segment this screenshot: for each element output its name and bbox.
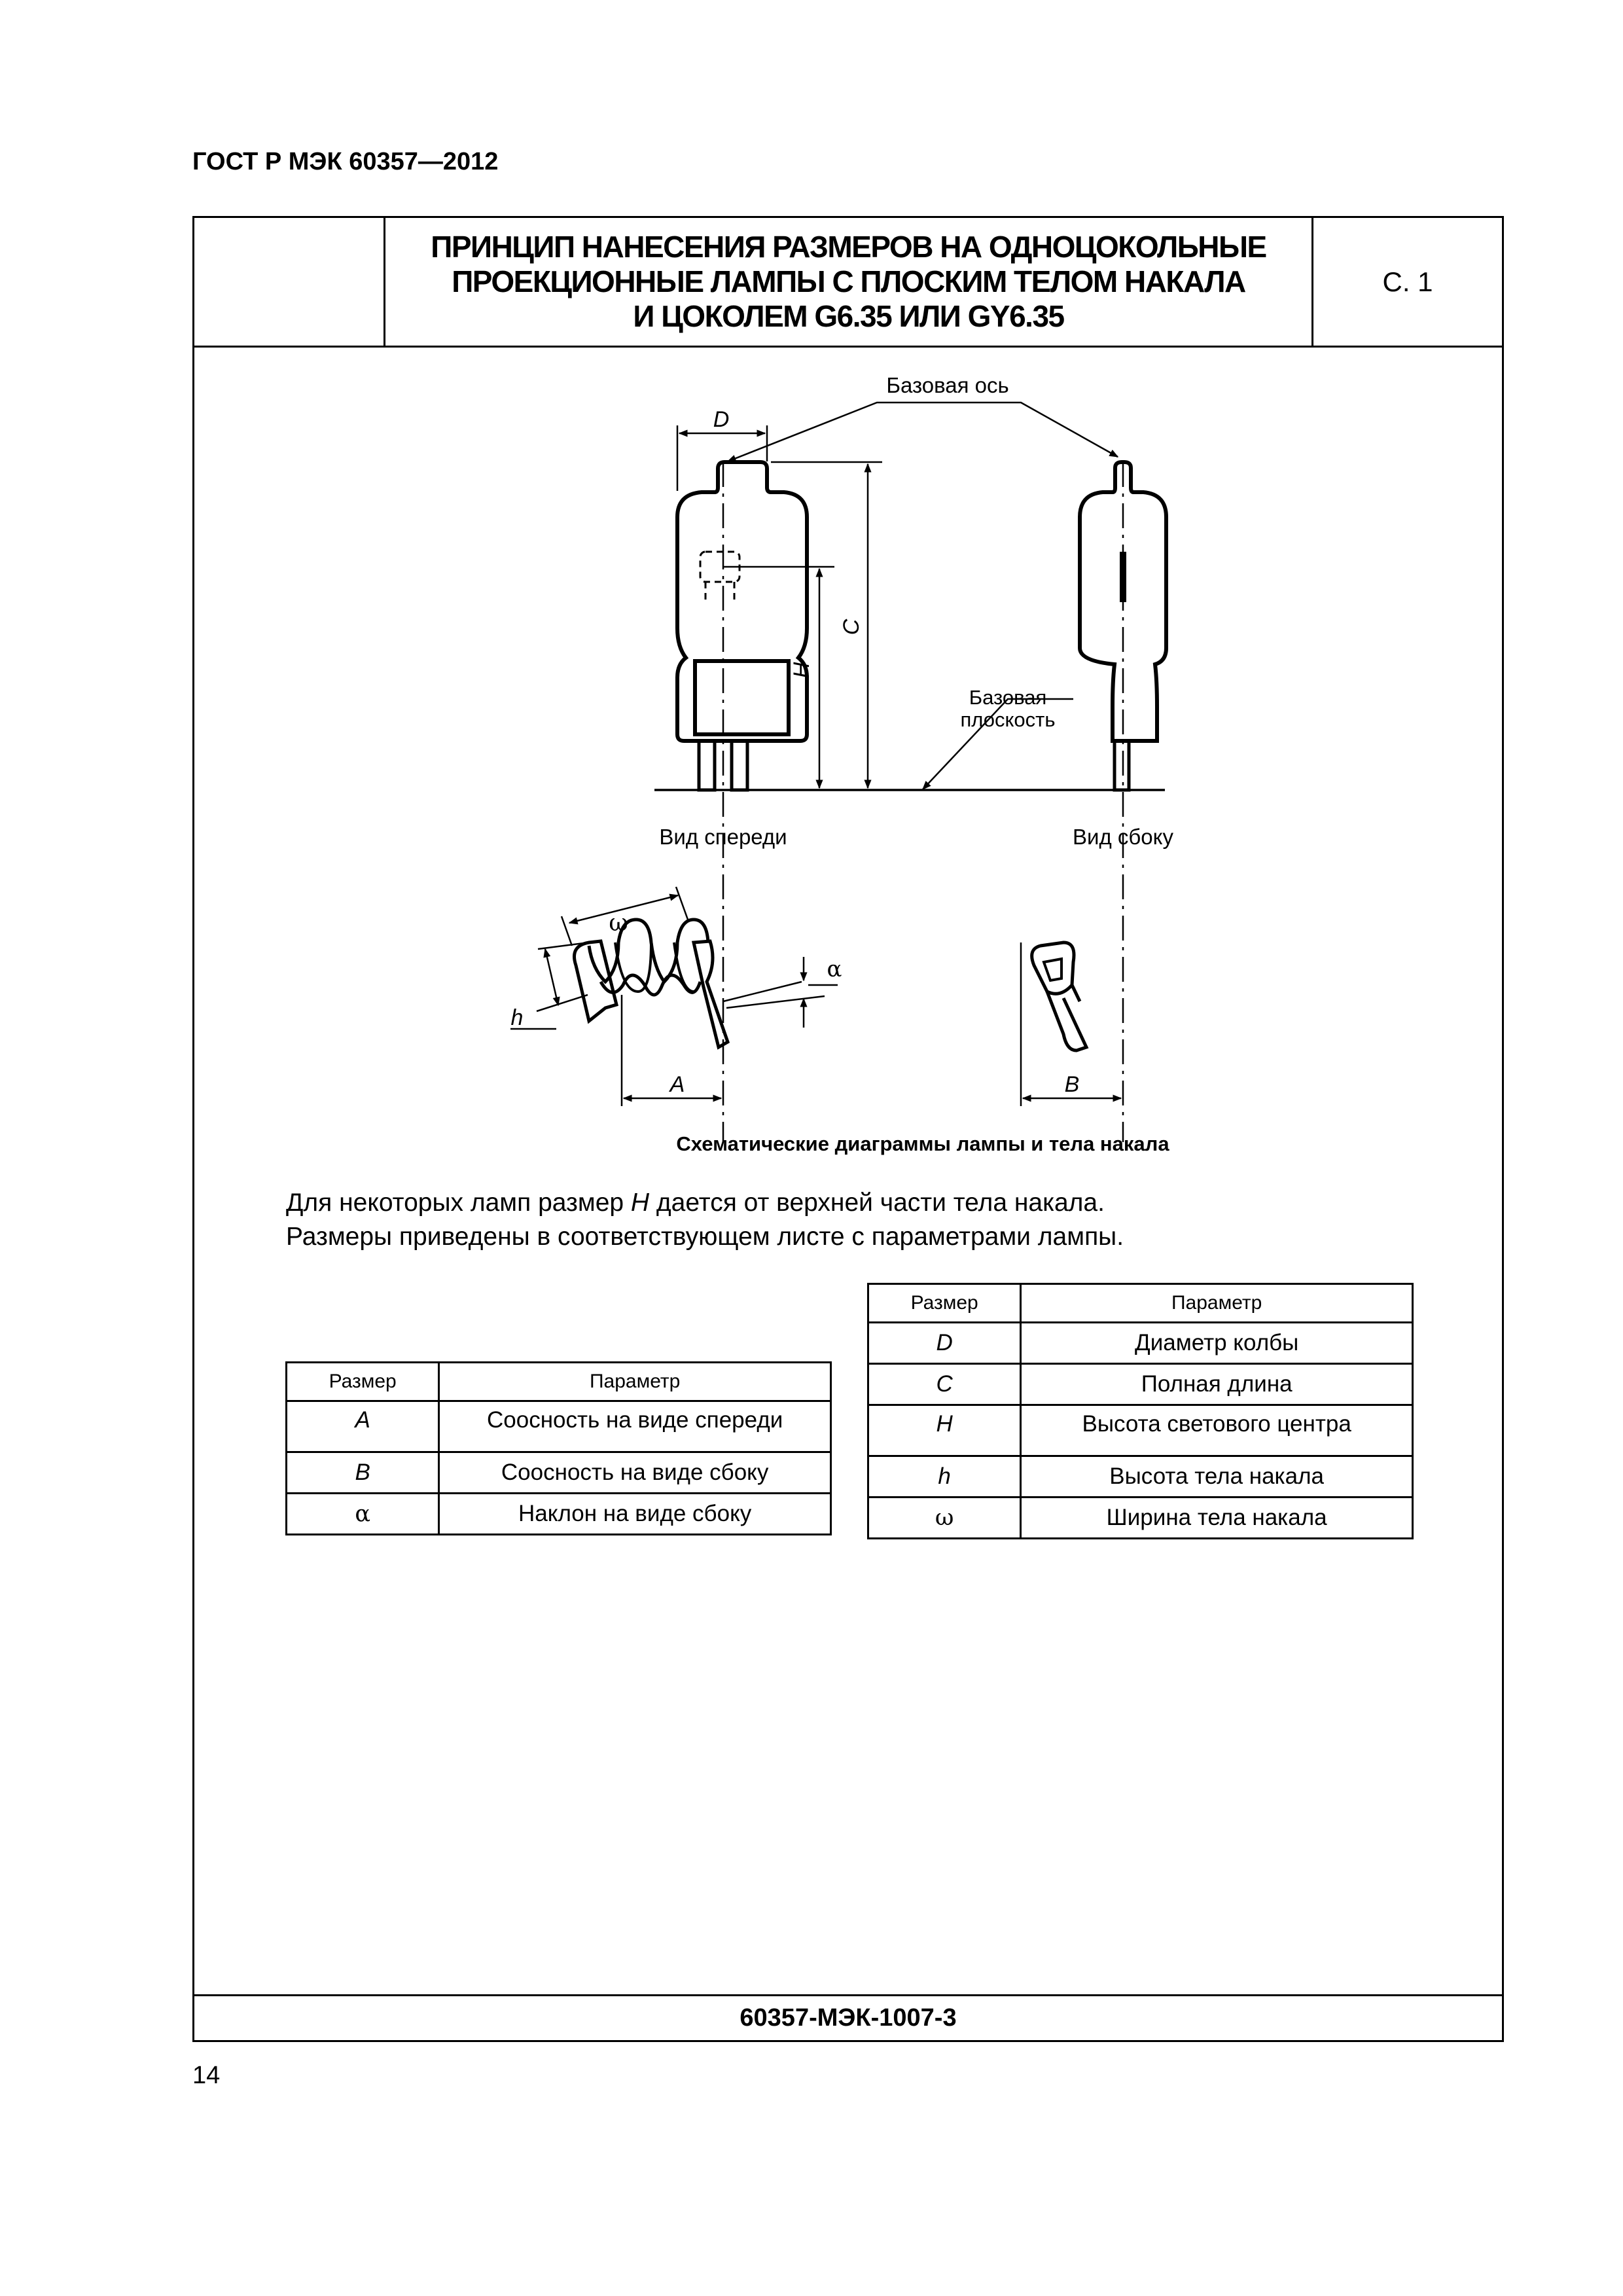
table-cell-parameter: Полная длина [1021, 1364, 1413, 1405]
dim-omega-label: ω [609, 910, 628, 937]
table-cell-symbol: H [868, 1405, 1021, 1456]
table-cell-symbol: A [287, 1401, 439, 1452]
sheet-title-text: ПРИНЦИП НАНЕСЕНИЯ РАЗМЕРОВ НА ОДНОЦОКОЛЬНЫЕ ПРОЕКЦИОННЫЕ ЛАМПЫ С ПЛОСКИМ ТЕЛОМ НАКАЛА И ЦОКОЛЕМ G6.35 ИЛИ GY6.35 [431, 230, 1266, 333]
base-plane-label-2: плоскость [960, 708, 1056, 731]
table-cell-parameter: Диаметр колбы [1021, 1323, 1413, 1364]
sheet-code: 60357-МЭК-1007-3 [194, 1994, 1502, 2040]
column-header-size: Размер [287, 1363, 439, 1401]
filament-side-schematic [1032, 942, 1086, 1050]
base-axis-lines [723, 462, 1123, 1142]
table-header-row [287, 1363, 831, 1401]
table-row [868, 1364, 1413, 1405]
standard-header: ГОСТ Р МЭК 60357—2012 [192, 148, 499, 175]
table-row [287, 1452, 831, 1494]
parameters-table-left [285, 1361, 832, 1535]
table-cell-parameter: Наклон на виде сбоку [439, 1494, 831, 1535]
table-header-row [868, 1284, 1413, 1323]
table-row [868, 1456, 1413, 1498]
base-axis-label: Базовая ось [886, 373, 1009, 397]
parameters-table-right [867, 1283, 1414, 1539]
diagram-caption: Схематические диаграммы лампы и тела накала [676, 1132, 1169, 1155]
table-row [868, 1323, 1413, 1364]
side-view-label: Вид сбоку [1073, 825, 1173, 849]
table-cell-symbol: D [868, 1323, 1021, 1364]
dimension-h-light-center [723, 567, 834, 788]
note-line-1: Для некоторых ламп размер H дается от верхней части тела накала. [286, 1189, 1105, 1217]
dim-b-label: B [1064, 1072, 1080, 1097]
table-cell-parameter: Ширина тела накала [1021, 1498, 1413, 1539]
table-row [287, 1401, 831, 1452]
leader-lines [728, 403, 1118, 789]
table-row [868, 1405, 1413, 1456]
dimension-d [677, 425, 767, 491]
dim-h-label: H [789, 662, 814, 679]
table-row [868, 1498, 1413, 1539]
dimension-alpha [723, 957, 838, 1028]
filament-front-schematic [575, 920, 728, 1047]
front-filament-outline [700, 552, 740, 602]
dim-alpha-label: α [827, 956, 842, 982]
table-cell-symbol: B [287, 1452, 439, 1494]
page-number: 14 [192, 2062, 221, 2089]
column-header-parameter: Параметр [439, 1363, 831, 1401]
table-cell-symbol: C [868, 1364, 1021, 1405]
table-cell-symbol: ω [868, 1498, 1021, 1539]
dim-d-label: D [713, 407, 730, 432]
dim-small-h-label: h [510, 1005, 524, 1030]
column-header-parameter: Параметр [1021, 1284, 1413, 1323]
note-line-2: Размеры приведены в соответствующем листе с параметрами лампы. [286, 1223, 1124, 1251]
table-cell-parameter: Высота тела накала [1021, 1456, 1413, 1498]
table-cell-parameter: Соосность на виде сбоку [439, 1452, 831, 1494]
table-row [287, 1494, 831, 1535]
dim-a-label: A [669, 1072, 685, 1097]
front-view-lamp [677, 462, 807, 790]
front-view-label: Вид спереди [659, 825, 787, 849]
dim-c-label: C [839, 619, 864, 636]
sheet-number: С. 1 [1382, 266, 1433, 297]
note-symbol-h: H [630, 1189, 650, 1217]
table-cell-parameter: Высота светового центра [1021, 1405, 1413, 1456]
column-header-size: Размер [868, 1284, 1021, 1323]
base-plane-label-1: Базовая [969, 686, 1047, 709]
table-cell-parameter: Соосность на виде спереди [439, 1401, 831, 1452]
table-cell-symbol: h [868, 1456, 1021, 1498]
explanatory-note [286, 1186, 1124, 1254]
table-cell-symbol: α [287, 1494, 439, 1535]
